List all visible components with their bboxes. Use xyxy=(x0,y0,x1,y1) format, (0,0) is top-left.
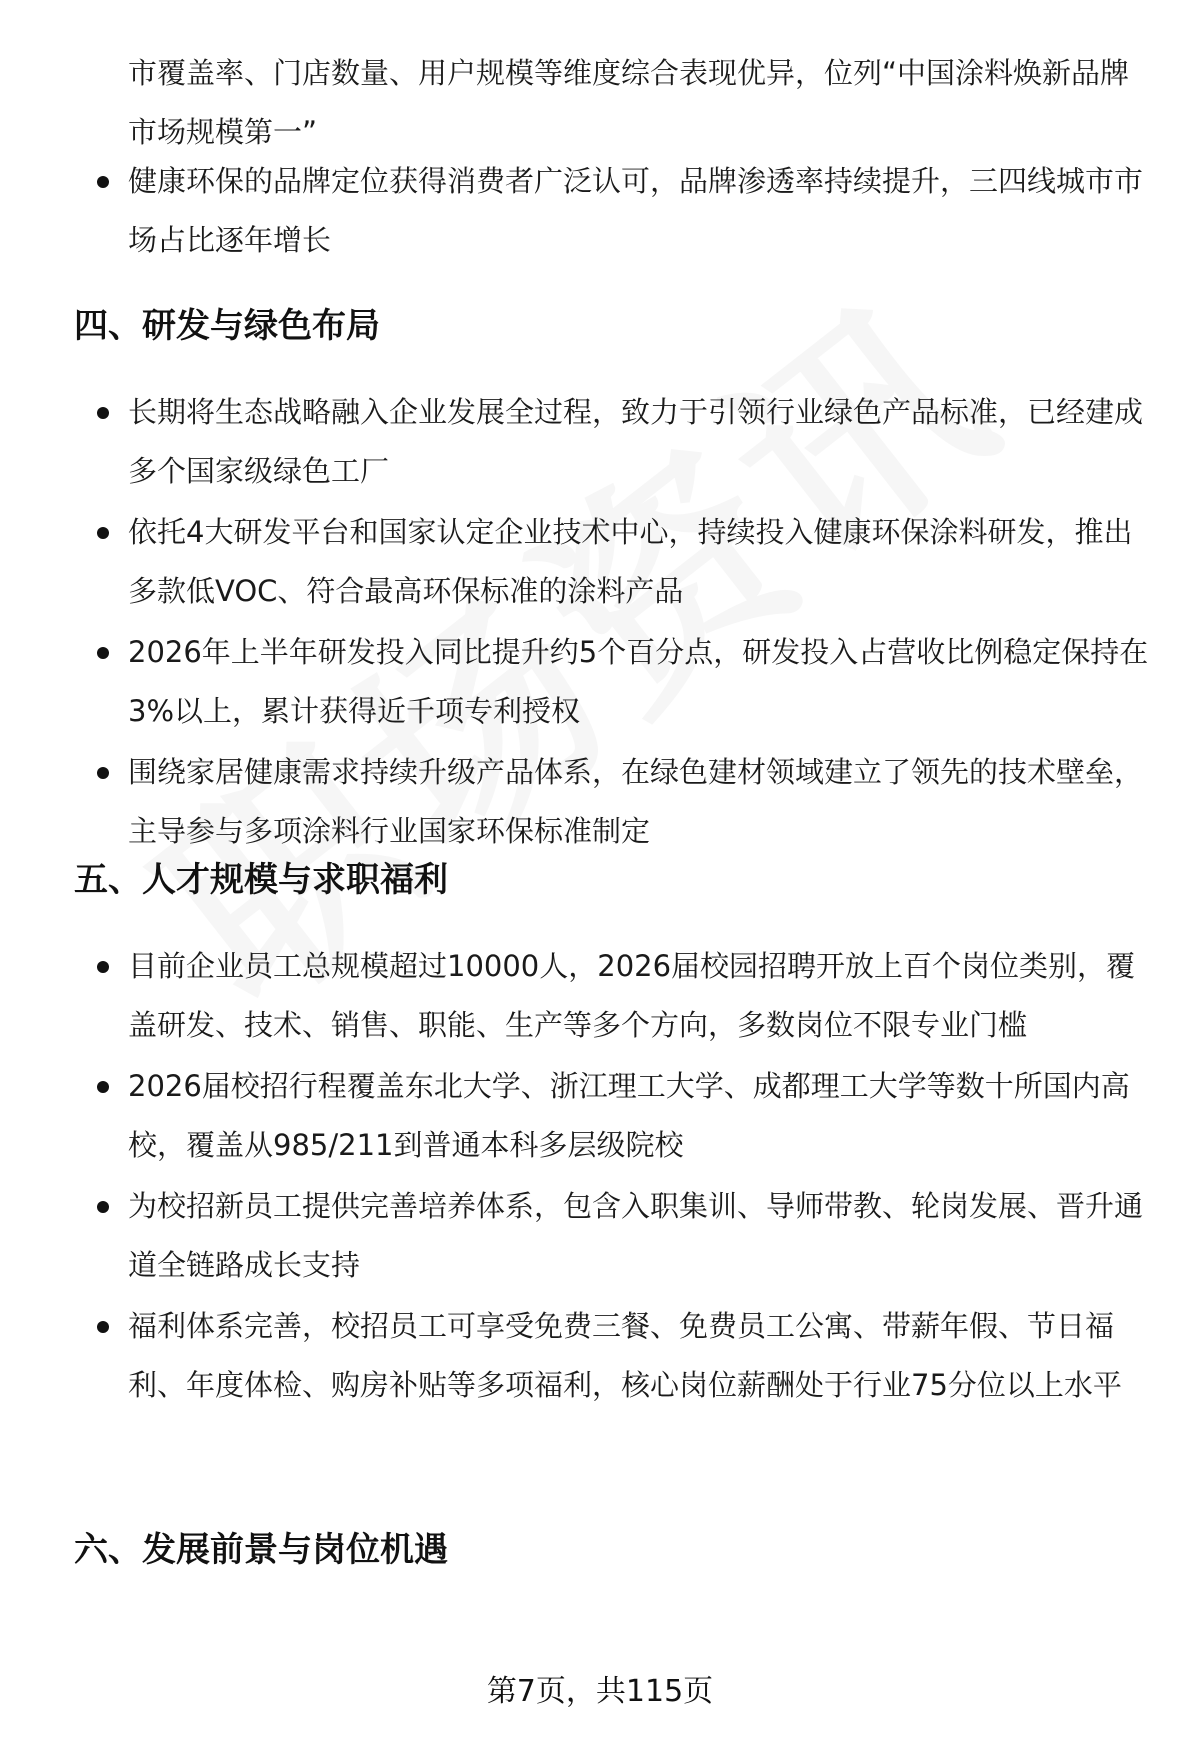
continued-paragraph: 市覆盖率、门店数量、用户规模等维度综合表现优异，位列“中国涂料焕新品牌市场规模第一” xyxy=(128,56,1130,149)
intro-bullet-list xyxy=(0,152,1200,272)
list-item-text: 长期将生态战略融入企业发展全过程，致力于引领行业绿色产品标准，已经建成多个国家级绿色工厂 xyxy=(128,395,1144,488)
list-item-text: 围绕家居健康需求持续升级产品体系，在绿色建材领域建立了领先的技术壁垒，主导参与多项涂料行业国家环保标准制定 xyxy=(128,755,1144,848)
list-item xyxy=(0,743,1200,861)
bullet-dot-icon xyxy=(97,647,109,659)
list-item xyxy=(0,383,1200,501)
bullet-dot-icon xyxy=(97,961,109,973)
bullet-dot-icon xyxy=(97,176,109,188)
list-item-text: 目前企业员工总规模超过10000人，2026届校园招聘开放上百个岗位类别，覆盖研发、技术、销售、职能、生产等多个方向，多数岗位不限专业门槛 xyxy=(128,949,1136,1042)
section-4-list xyxy=(0,383,1200,863)
list-item-text: 福利体系完善，校招员工可享受免费三餐、免费员工公寓、带薪年假、节日福利、年度体检、购房补贴等多项福利，核心岗位薪酬处于行业75分位以上水平 xyxy=(128,1309,1122,1402)
bullet-dot-icon xyxy=(97,767,109,779)
list-item-text: 健康环保的品牌定位获得消费者广泛认可，品牌渗透率持续提升，三四线城市市场占比逐年增长 xyxy=(128,164,1144,257)
section-heading: 四、研发与绿色布局 xyxy=(74,306,380,346)
list-item xyxy=(0,1297,1200,1415)
bullet-dot-icon xyxy=(97,1081,109,1093)
list-item-text: 依托4大研发平台和国家认定企业技术中心，持续投入健康环保涂料研发，推出多款低VOC、符合最高环保标准的涂料产品 xyxy=(128,515,1133,608)
list-item xyxy=(0,1177,1200,1295)
list-item xyxy=(0,623,1200,741)
section-5-list xyxy=(0,937,1200,1417)
bullet-dot-icon xyxy=(97,407,109,419)
list-item xyxy=(0,503,1200,621)
list-item-text: 为校招新员工提供完善培养体系，包含入职集训、导师带教、轮岗发展、晋升通道全链路成长支持 xyxy=(128,1189,1144,1282)
list-item xyxy=(0,937,1200,1055)
list-item-text: 2026年上半年研发投入同比提升约5个百分点，研发投入占营收比例稳定保持在3%以上，累计获得近千项专利授权 xyxy=(128,635,1149,728)
bullet-dot-icon xyxy=(97,1201,109,1213)
list-item xyxy=(0,152,1200,270)
section-heading: 五、人才规模与求职福利 xyxy=(74,860,448,900)
list-item xyxy=(0,1057,1200,1175)
bullet-dot-icon xyxy=(97,527,109,539)
section-heading: 六、发展前景与岗位机遇 xyxy=(74,1530,448,1570)
list-item-text: 2026届校招行程覆盖东北大学、浙江理工大学、成都理工大学等数十所国内高校，覆盖从985/211到普通本科多层级院校 xyxy=(128,1069,1130,1162)
bullet-dot-icon xyxy=(97,1321,109,1333)
page-footer: 第7页，共115页 xyxy=(486,1674,714,1709)
